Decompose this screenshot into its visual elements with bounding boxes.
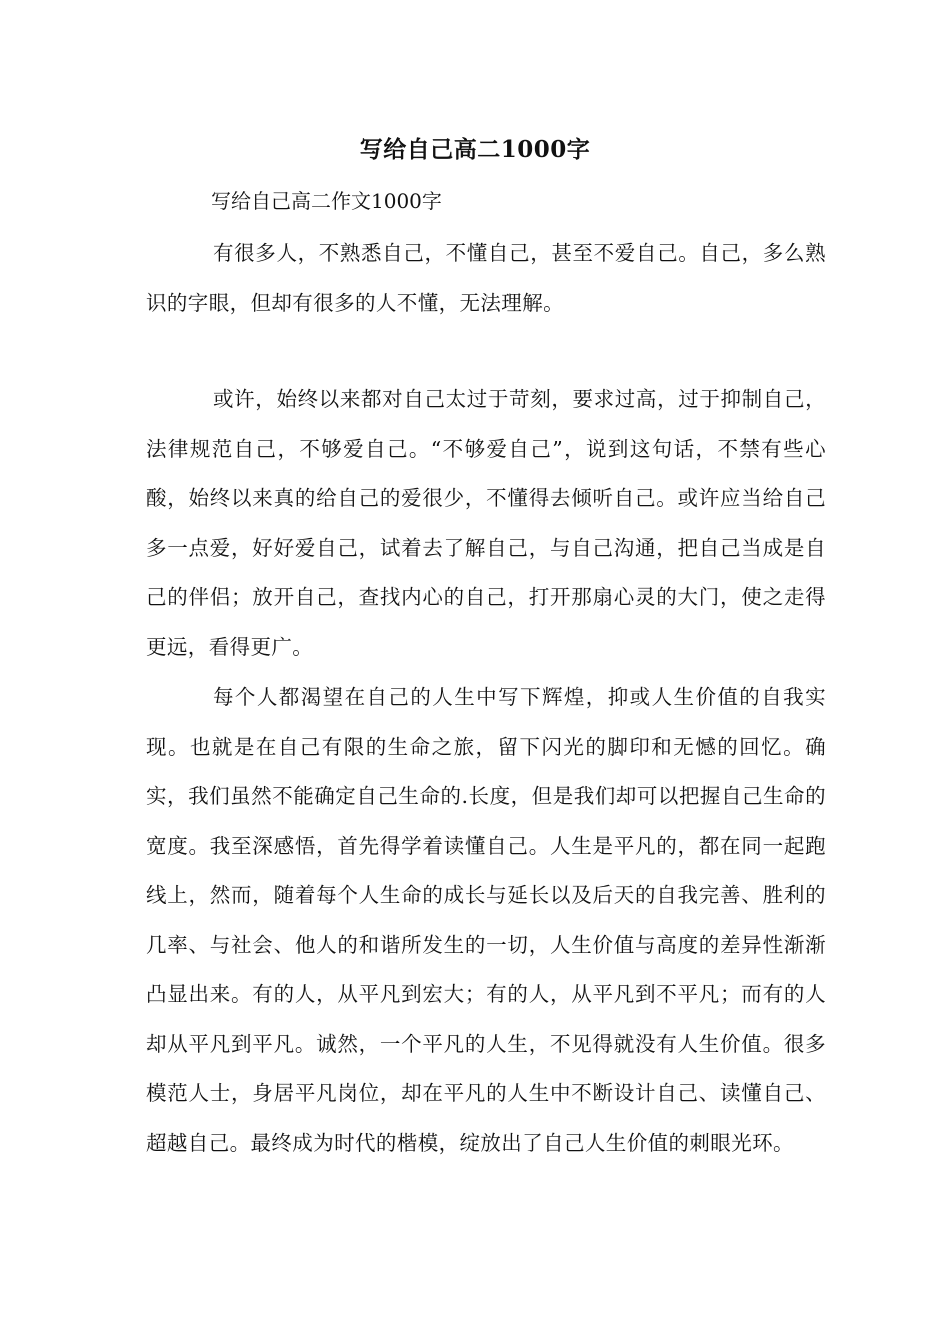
paragraph-2: 或许，始终以来都对自己太过于苛刻，要求过高，过于抑制自己，法律规范自己，不够爱自己。“不够爱自己”，说到这句话，不禁有些心酸，始终以来真的给自己的爱很少，不懂得去倾听自己。或许应当给自己多一点爱，好好爱自己，试着去了解自己，与自己沟通，把自己当成是自己的伴侣；放开自己，查找内心的自己，打开那扇心灵的大门，使之走得更远，看得更广。 <box>146 387 826 659</box>
document-subtitle: 写给自己高二作文1000字 <box>211 189 442 213</box>
paragraph-3: 每个人都渴望在自己的人生中写下辉煌，抑或人生价值的自我实现。也就是在自己有限的生命之旅，留下闪光的脚印和无憾的回忆。确实，我们虽然不能确定自己生命的.长度，但是我们却可以把握自己生命的宽度。我至深感悟，首先得学着读懂自己。人生是平凡的，都在同一起跑线上，然而，随着每个人生命的成长与延长以及后天的自我完善、胜利的几率、与社会、他人的和谐所发生的一切，人生价值与高度的差异性渐渐凸显出来。有的人，从平凡到宏大；有的人，从平凡到不平凡；而有的人却从平凡到平凡。诚然，一个平凡的人生，不见得就没有人生价值。很多模范人士，身居平凡岗位，却在平凡的人生中不断设计自己、读懂自己、超越自己。最终成为时代的楷模，绽放出了自己人生价值的刺眼光环。 <box>146 685 826 1155</box>
document-title: 写给自己高二1000字 <box>359 136 591 163</box>
paragraph-1: 有很多人，不熟悉自己，不懂自己，甚至不爱自己。自己，多么熟识的字眼，但却有很多的人不懂，无法理解。 <box>146 241 826 315</box>
